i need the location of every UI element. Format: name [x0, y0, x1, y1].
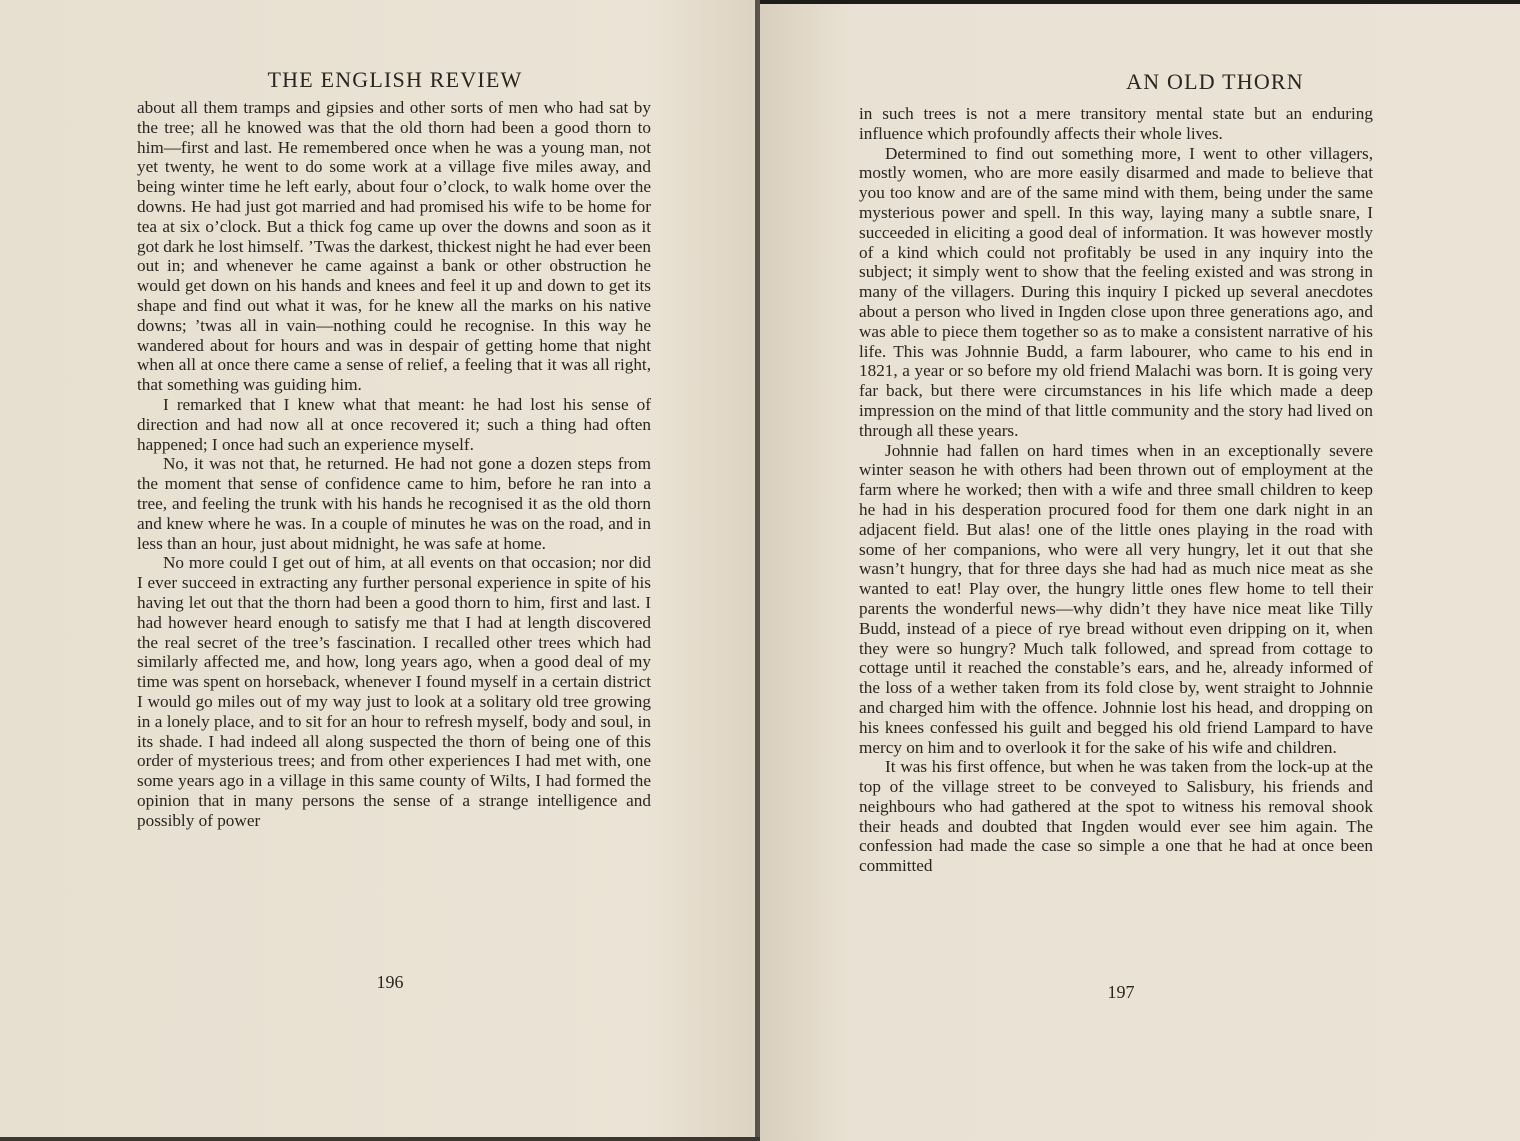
paragraph: No, it was not that, he returned. He had not gone a dozen steps from the moment that sense of confidence came to him, before he ran into a tree, and feeling the trunk with his hands he recognised it as the old thorn and knew where he was. In a couple of minutes he was on the road, and in less than an hour, just about midnight, he was safe at home. [137, 454, 651, 553]
running-head-right: AN OLD THORN [1126, 69, 1304, 94]
running-head-left: THE ENGLISH REVIEW [267, 67, 523, 92]
paragraph: It was his first offence, but when he was taken from the lock-up at the top of the village street to be conveyed to Salisbury, his friends and neighbours who had gathered at the spot to witness his removal shook their heads and doubted that Ingden would ever see him again. The confession had made the case so simple a one that he had at once been committed [859, 757, 1373, 876]
paragraph: about all them tramps and gipsies and other sorts of men who had sat by the tree; all he knowed was that the old thorn had been a good thorn to him—first and last. He remembered once when he was a young man, not yet twenty, he went to do some work at a village five miles away, and being winter time he left early, about four o’clock, to walk home over the downs. He had just got married and had promised his wife to be home for tea at six o’clock. But a thick fog came up over the downs and soon as it got dark he lost himself. ’Twas the darkest, thickest night he had ever been out in; and whenever he came against a bank or other obstruction he would get down on his hands and knees and feel it up and down to get its shape and find out what it was, for he knew all the marks on his native downs; ’twas all in vain—nothing could he recognise. In this way he wandered about for hours and was in despair of getting home that night when all at once there came a sense of relief, a feeling that it was all right, that something was guiding him. [137, 98, 651, 395]
text-column-right [859, 104, 1373, 876]
paragraph: No more could I get out of him, at all events on that occasion; nor did I ever succeed in extracting any further personal experience in spite of his having let out that the thorn had been a good thorn to him, first and last. I had however heard enough to satisfy me that I had at length discovered the real secret of the tree’s fascination. I recalled other trees which had similarly affected me, and how, long years ago, when a good deal of my time was spent on horseback, whenever I found myself in a certain district I would go miles out of my way just to look at a solitary old tree growing in a lonely place, and to sit for an hour to refresh myself, body and soul, in its shade. I had indeed all along suspected the thorn of being one of this order of mysterious trees; and from other experiences I had met with, one some years ago in a village in this same county of Wilts, I had formed the opinion that in many persons the sense of a strange intelligence and possibly of power [137, 553, 651, 830]
page-number-right: 197 [1107, 982, 1135, 1002]
paragraph: in such trees is not a mere transitory mental state but an enduring influence which profoundly affects their whole lives. [859, 104, 1373, 143]
page-number-left: 196 [376, 972, 404, 992]
text-column-left [137, 98, 651, 830]
left-page [0, 0, 758, 1137]
paragraph: Determined to find out something more, I went to other villagers, mostly women, who are more easily disarmed and made to believe that you too know and are of the same mind with them, being under the same mysterious power and spell. In this way, laying many a subtle snare, I succeeded in eliciting a good deal of information. It was however mostly of a kind which could not profitably be used in any inquiry into the subject; it simply went to show that the feeling existed and was strong in many of the villagers. During this inquiry I picked up several anecdotes about a person who lived in Ingden close upon three generations ago, and was able to piece them together so as to make a consistent narrative of his life. This was Johnnie Budd, a farm labourer, who came to his end in 1821, a year or so before my old friend Malachi was born. It is going very far back, but there were circumstances in his life which made a deep impression on the mind of that little community and the story had lived on through all these years. [859, 143, 1373, 440]
paragraph: I remarked that I knew what that meant: he had lost his sense of direction and had now all at once recovered it; such a thing had often happened; I once had such an experience myself. [137, 394, 651, 454]
right-page [760, 4, 1520, 1141]
paragraph: Johnnie had fallen on hard times when in an exceptionally severe winter season he with others had been thrown out of employment at the farm where he worked; then with a wife and three small children to keep he had in his desperation procured food for them one dark night in an adjacent field. But alas! one of the little ones playing in the road with some of her companions, who were all very hungry, let it out that she wasn’t hungry, that for three days she had had as much nice meat as she wanted to eat! Play over, the hungry little ones flew home to tell their parents the wonderful news—why didn’t they have nice meat like Tilly Budd, instead of a piece of rye bread without even dripping on it, when they were so hungry? Much talk followed, and spread from cottage to cottage until it reached the constable’s ears, and he, already informed of the loss of a wether taken from its fold close by, went straight to Johnnie and charged him with the offence. Johnnie lost his head, and dropping on his knees confessed his guilt and begged his old friend Lampard to have mercy on him and to overlook it for the sake of his wife and children. [859, 440, 1373, 757]
